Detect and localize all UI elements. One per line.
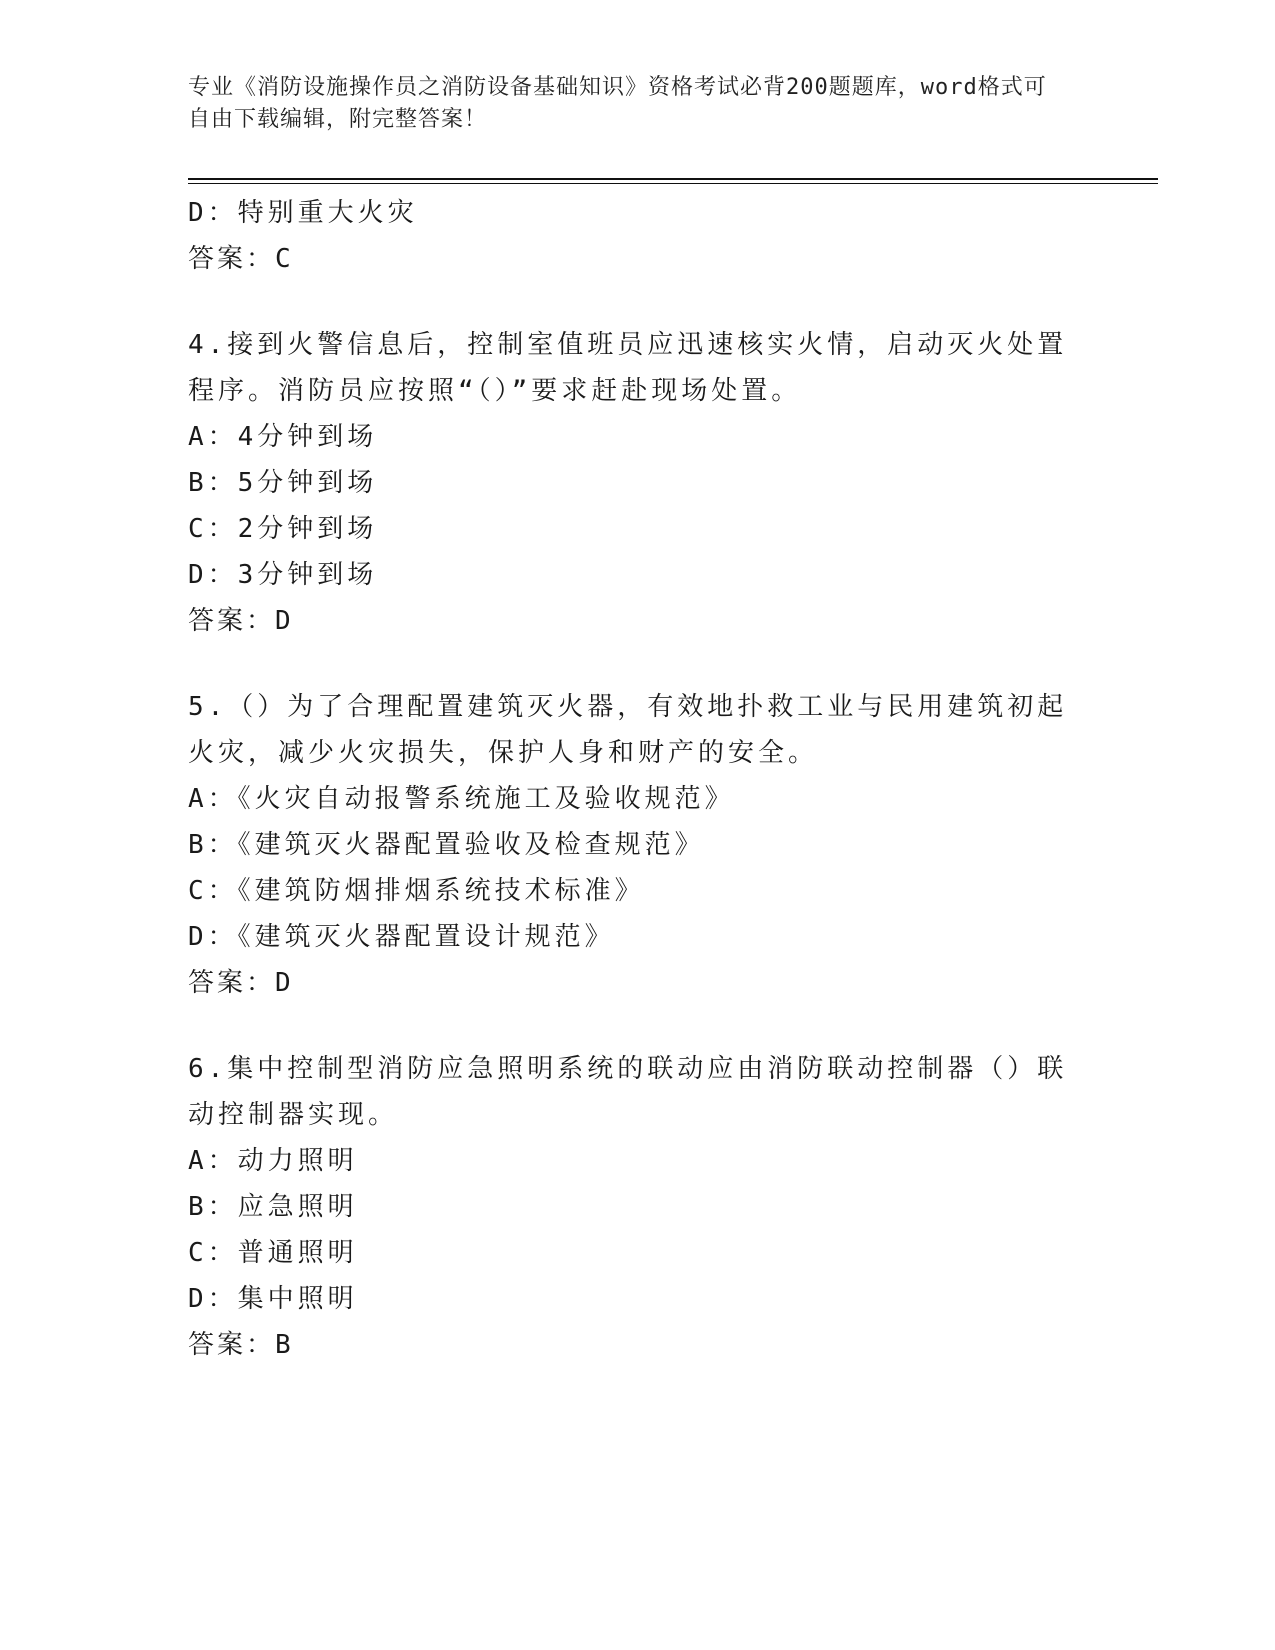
answer-line: 答案：D bbox=[188, 968, 294, 998]
question-text: 6.集中控制型消防应急照明系统的联动应由消防联动控制器（）联动控制器实现。 bbox=[188, 1054, 1068, 1130]
header-divider-thin bbox=[188, 183, 1158, 184]
question-text: 5.（）为了合理配置建筑灭火器，有效地扑救工业与民用建筑初起火灾，减少火灾损失，保护人身和财产的安全。 bbox=[188, 692, 1068, 768]
document-body bbox=[188, 190, 1068, 1368]
option-c: C：普通照明 bbox=[188, 1238, 358, 1268]
option-d: D：集中照明 bbox=[188, 1284, 358, 1314]
question-6 bbox=[188, 1046, 1068, 1368]
header-divider-thick bbox=[188, 178, 1158, 180]
option-b: B：应急照明 bbox=[188, 1192, 358, 1222]
spacer bbox=[188, 1006, 1068, 1046]
option-d: D：3分钟到场 bbox=[188, 560, 378, 590]
option-a: A：动力照明 bbox=[188, 1146, 358, 1176]
question-text: 4.接到火警信息后，控制室值班员应迅速核实火情，启动灭火处置程序。消防员应按照“（）”要求赶赴现场处置。 bbox=[188, 330, 1068, 406]
option-d: D：《建筑灭火器配置设计规范》 bbox=[188, 922, 615, 952]
question-continued bbox=[188, 190, 1068, 282]
spacer bbox=[188, 644, 1068, 684]
document-header: 专业《消防设施操作员之消防设备基础知识》资格考试必背200题题库，word格式可自由下载编辑，附完整答案！ bbox=[188, 75, 1047, 132]
option-a: A：《火灾自动报警系统施工及验收规范》 bbox=[188, 784, 735, 814]
option-c: C：2分钟到场 bbox=[188, 514, 378, 544]
option-c: C：《建筑防烟排烟系统技术标准》 bbox=[188, 876, 645, 906]
question-4 bbox=[188, 322, 1068, 644]
spacer bbox=[188, 282, 1068, 322]
option-b: B：5分钟到场 bbox=[188, 468, 378, 498]
option-a: A：4分钟到场 bbox=[188, 422, 378, 452]
answer-line: 答案：B bbox=[188, 1330, 294, 1360]
answer-line: 答案：C bbox=[188, 244, 294, 274]
question-5 bbox=[188, 684, 1068, 1006]
answer-line: 答案：D bbox=[188, 606, 294, 636]
option-b: B：《建筑灭火器配置验收及检查规范》 bbox=[188, 830, 705, 860]
option-d: D：特别重大火灾 bbox=[188, 198, 418, 228]
